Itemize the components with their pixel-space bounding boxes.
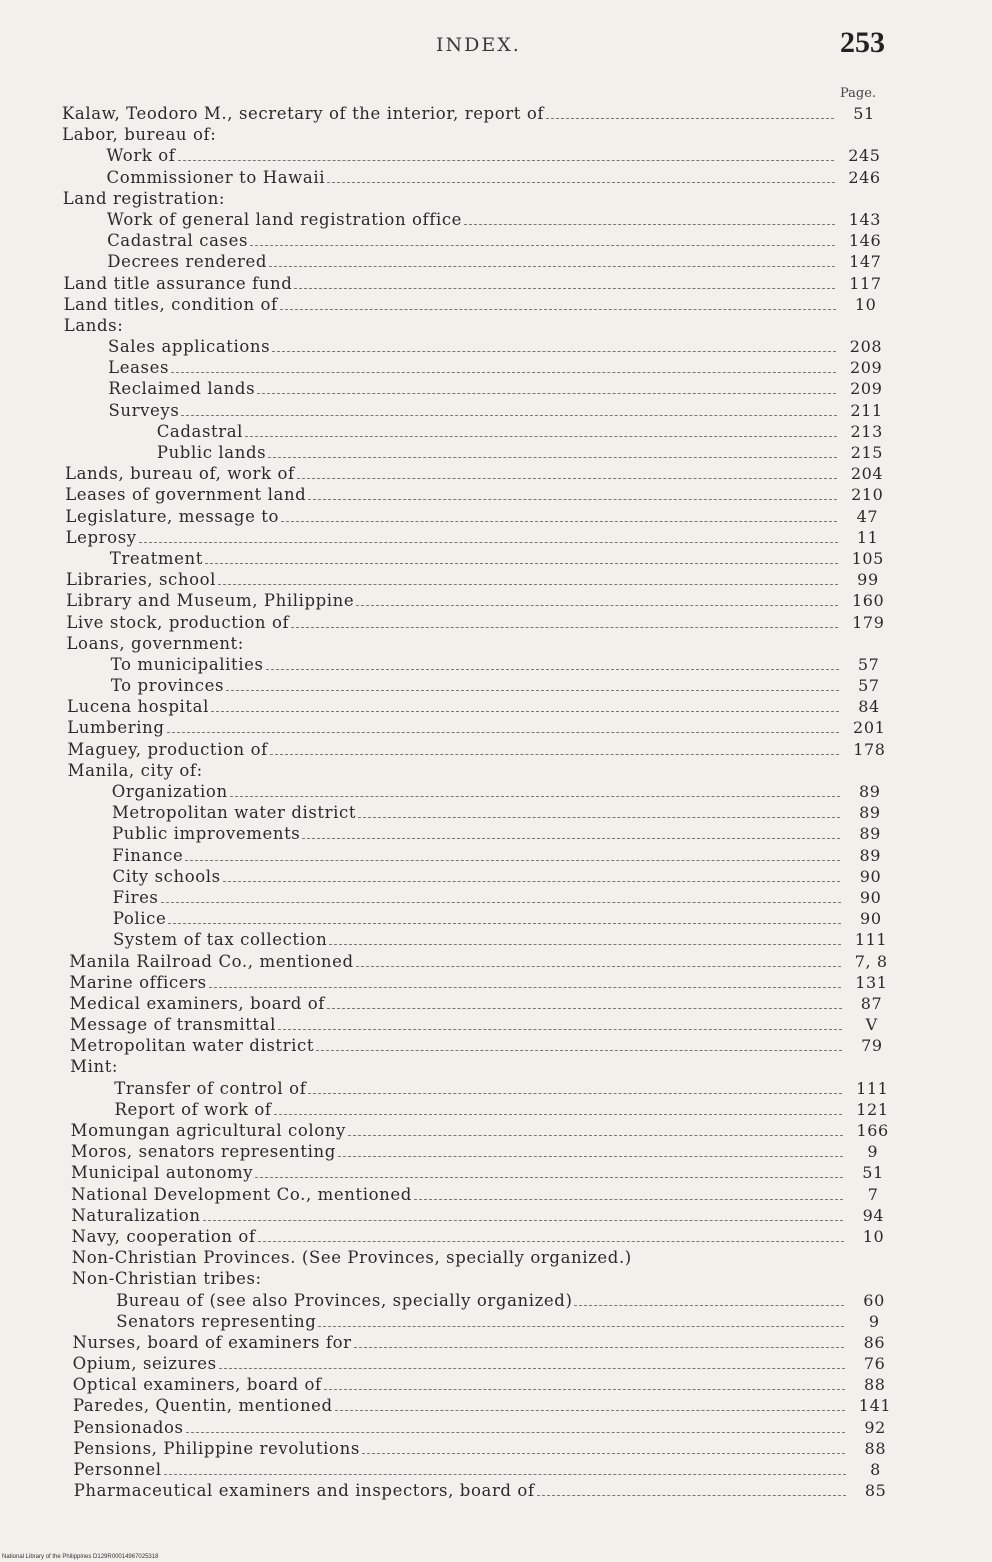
dot-leader [250, 244, 835, 246]
index-entry-page: 111 [856, 1078, 889, 1098]
index-entry-text: Momungan agricultural colony [70, 1121, 346, 1140]
index-entry [0, 1099, 896, 1120]
dot-leader [356, 965, 842, 967]
dot-leader [164, 1473, 846, 1475]
index-entry [0, 717, 893, 738]
dot-leader [120, 1071, 842, 1072]
index-entry-page: 94 [862, 1205, 885, 1225]
dot-leader [264, 1283, 844, 1284]
index-entry-text: Pensions, Philippine revolutions [73, 1438, 360, 1458]
index-entry-text: Navy, cooperation of [71, 1226, 256, 1246]
index-entry [0, 1480, 900, 1501]
index-entry-text: Nurses, board of examiners for [72, 1332, 352, 1352]
dot-leader [308, 1092, 842, 1094]
dot-leader [316, 1049, 842, 1051]
index-entry-text: National Development Co., mentioned [71, 1184, 412, 1204]
index-entry [0, 929, 895, 950]
index-entry-text: Loans, government: [66, 633, 244, 653]
index-entry [0, 760, 894, 781]
dot-leader [230, 795, 840, 797]
index-entry-page: 10 [862, 1226, 885, 1246]
dot-leader [348, 1134, 843, 1136]
index-entry [0, 1268, 898, 1289]
index-entry-page: 204 [850, 464, 884, 484]
dot-leader [218, 583, 838, 585]
dot-leader [574, 1304, 844, 1306]
index-entry-text: Metropolitan water district [111, 803, 357, 823]
dot-leader [125, 330, 835, 331]
index-entry-text: Treatment [109, 548, 203, 568]
index-entry-page: 87 [860, 993, 883, 1013]
index-entry-page: 8 [870, 1460, 881, 1479]
page-number: 253 [840, 26, 885, 59]
index-entry [0, 951, 895, 972]
index-entry-page: 89 [859, 824, 881, 844]
index-entry [0, 273, 889, 294]
dot-leader [171, 371, 836, 373]
dot-leader [178, 159, 835, 161]
index-entry [0, 781, 894, 802]
index-entry-text: Manila Railroad Co., mentioned [69, 951, 354, 971]
dot-leader [205, 775, 840, 776]
index-entry-text: Senators representing [116, 1311, 317, 1331]
dot-leader [203, 1219, 844, 1221]
index-entry-page: 7, 8 [854, 951, 888, 971]
index-entry-page: 210 [851, 485, 884, 505]
index-entry-text: Cadastral cases [107, 231, 249, 251]
dot-leader [227, 203, 835, 204]
index-entry-text: Moros, senators representing [70, 1142, 336, 1162]
index-entry [0, 484, 891, 505]
index-entry-text: Lucena hospital [67, 697, 209, 717]
index-entry [0, 887, 895, 908]
index-entry-page: 57 [857, 654, 880, 674]
index-entry-text: Medical examiners, board of [69, 993, 325, 1013]
index-entry-page: 60 [863, 1290, 885, 1310]
index-entry-text: Paredes, Quentin, mentioned [72, 1396, 333, 1416]
index-entry-text: Public improvements [112, 824, 301, 844]
index-entry-page: 11 [856, 527, 879, 547]
dot-leader [181, 414, 836, 416]
dot-leader [211, 710, 839, 712]
index-entry-text: Bureau of (see also Provinces, specially organized) [116, 1290, 573, 1310]
dot-leader [329, 943, 841, 945]
index-entry-page: 105 [851, 548, 884, 568]
dot-leader [167, 731, 840, 733]
index-entry-text: Metropolitan water district [69, 1036, 315, 1056]
index-entry-page: 111 [854, 930, 888, 950]
index-entry [0, 612, 892, 633]
dot-leader [324, 1388, 845, 1390]
index-entry-page: 209 [850, 379, 883, 399]
index-entry [0, 527, 892, 548]
index-entry-page: 90 [859, 887, 882, 907]
index-entry-page: 178 [853, 739, 886, 759]
dot-leader [546, 117, 834, 119]
index-entry-text: Leprosy [65, 527, 137, 547]
index-entry [0, 188, 889, 209]
index-entry [0, 1014, 896, 1035]
index-entry-text: Land registration: [62, 188, 226, 208]
dot-leader [186, 1431, 846, 1433]
index-entry [0, 1353, 899, 1374]
index-entry-page: 10 [854, 294, 877, 314]
index-entry-page: 179 [852, 612, 885, 632]
index-entry-page: 209 [849, 358, 883, 378]
index-entry-text: Non-Christian tribes: [71, 1269, 262, 1289]
index-entry-page: 51 [862, 1163, 884, 1183]
dot-leader [270, 753, 840, 755]
index-entry-page: 89 [859, 845, 882, 865]
dot-leader [205, 562, 838, 564]
index-entry-list [0, 103, 992, 1501]
index-entry-text: Reclaimed lands [108, 379, 256, 399]
index-entry-page: 51 [853, 104, 875, 123]
dot-leader [168, 922, 840, 924]
index-entry-text: Work of general land registration office [106, 209, 463, 229]
dot-leader [161, 901, 841, 903]
dot-leader [269, 265, 835, 267]
index-entry-text: Kalaw, Teodoro M., secretary of the interior, report of [62, 104, 545, 123]
index-entry-page: 86 [863, 1332, 886, 1352]
index-entry-text: Police [112, 909, 167, 929]
dot-leader [245, 435, 837, 437]
index-entry-page: 201 [853, 718, 886, 738]
index-entry-page: 79 [861, 1036, 883, 1056]
dot-leader [185, 859, 840, 861]
index-entry [0, 251, 889, 272]
index-entry-page: 7 [867, 1184, 879, 1204]
index-entry-text: Message of transmittal [69, 1015, 276, 1035]
index-entry [0, 866, 894, 887]
index-entry-text: Surveys [108, 400, 180, 420]
index-entry [0, 442, 891, 463]
index-entry [0, 823, 894, 844]
index-entry-page: 141 [858, 1396, 892, 1416]
dot-leader [335, 1409, 845, 1411]
index-entry [0, 145, 888, 166]
index-entry-text: To provinces [110, 676, 225, 696]
index-entry-text: Naturalization [71, 1205, 201, 1225]
index-entry [0, 739, 893, 760]
index-entry-text: Sales applications [107, 337, 271, 357]
index-entry [0, 336, 890, 357]
index-entry [0, 654, 893, 675]
index-entry-page: 9 [867, 1142, 879, 1162]
index-entry [0, 1374, 899, 1395]
index-entry-page: 88 [864, 1438, 887, 1458]
index-entry [0, 590, 892, 611]
index-entry [0, 1290, 898, 1311]
dot-leader [634, 1262, 844, 1263]
index-entry [0, 802, 894, 823]
index-entry [0, 294, 890, 315]
dot-leader [302, 837, 840, 839]
dot-leader [294, 287, 835, 289]
index-entry [0, 1162, 897, 1183]
index-entry [0, 1141, 897, 1162]
running-head-title: INDEX. [436, 34, 521, 56]
dot-leader [318, 1325, 844, 1327]
index-entry-page: 208 [849, 337, 883, 357]
index-entry-text: Maguey, production of [67, 739, 268, 759]
index-entry [0, 1247, 898, 1268]
index-entry [0, 972, 895, 993]
index-entry-text: Decrees rendered [107, 252, 268, 272]
index-entry [0, 1035, 896, 1056]
index-entry-text: Municipal autonomy [71, 1163, 254, 1183]
index-entry-text: Public lands [156, 443, 267, 462]
index-entry [0, 1332, 898, 1353]
index-entry-page: 147 [849, 252, 882, 272]
dot-leader [356, 604, 838, 606]
dot-leader [464, 223, 835, 225]
index-entry-text: Lands, bureau of, work of [65, 464, 295, 484]
index-entry-text: Labor, bureau of: [62, 125, 217, 145]
index-entry-text: Finance [112, 845, 184, 865]
index-entry-page: 90 [859, 866, 882, 886]
index-entry [0, 696, 893, 717]
index-entry [0, 569, 892, 590]
index-entry [0, 1417, 899, 1438]
dot-leader [219, 1367, 845, 1369]
dot-leader [139, 541, 838, 543]
index-entry [0, 1056, 896, 1077]
index-entry [0, 1226, 898, 1247]
index-entry-text: To municipalities [110, 654, 264, 674]
dot-leader [246, 648, 839, 649]
index-entry [0, 209, 889, 230]
dot-leader [327, 181, 834, 183]
dot-leader [297, 477, 837, 479]
index-entry-page: 85 [864, 1481, 887, 1501]
index-entry-text: Opium, seizures [72, 1354, 217, 1374]
index-entry-text: Commissioner to Hawaii [106, 167, 326, 187]
dot-leader [338, 1155, 843, 1157]
index-entry-text: Cadastral [156, 421, 244, 441]
index-entry-page: 9 [868, 1311, 880, 1331]
index-entry-page: 99 [857, 570, 879, 590]
index-entry-text: Library and Museum, Philippine [66, 591, 355, 611]
index-entry-text: Organization [111, 782, 228, 801]
dot-leader [266, 668, 839, 670]
dot-leader [268, 456, 837, 458]
dot-leader [226, 689, 839, 691]
dot-leader [218, 139, 834, 140]
index-entry-text: Lands: [63, 315, 124, 335]
library-credit: National Library of the Philippines D129R00014967025318 [2, 1554, 159, 1560]
index-entry-text: Lumbering [67, 718, 165, 738]
dot-leader [291, 626, 838, 628]
index-entry-text: Transfer of control of [114, 1078, 307, 1098]
index-entry [0, 230, 889, 251]
index-entry-page: 211 [850, 400, 883, 420]
index-entry-text: Report of work of [114, 1099, 272, 1119]
index-entry-page: 246 [848, 167, 881, 187]
dot-leader [274, 1113, 843, 1115]
index-entry-page: 88 [864, 1375, 886, 1395]
index-entry-page: 57 [858, 676, 880, 696]
index-entry-page: 166 [856, 1121, 889, 1140]
index-entry [0, 1438, 899, 1459]
index-entry-text: Leases [108, 358, 170, 378]
dot-leader [258, 1240, 844, 1242]
index-entry-page: 160 [851, 591, 885, 611]
index-entry-page: 131 [855, 972, 888, 992]
index-entry-page: 47 [856, 506, 879, 526]
dot-leader [209, 986, 842, 988]
dot-leader [272, 350, 836, 352]
index-entry-page: 121 [856, 1099, 889, 1119]
index-entry-text: Non-Christian Provinces. (See Provinces, specially organized.) [71, 1248, 632, 1268]
index-entry [0, 1459, 900, 1480]
index-entry [0, 675, 893, 696]
page-column-label: Page. [840, 86, 877, 101]
index-entry [0, 463, 891, 484]
index-entry-text: Personnel [73, 1460, 162, 1479]
dot-leader [280, 308, 836, 310]
index-entry-page: 84 [858, 697, 880, 717]
index-entry [0, 421, 891, 442]
dot-leader [537, 1494, 846, 1496]
index-entry-text: Marine officers [69, 972, 207, 992]
index-entry-text: Pharmaceutical examiners and inspectors, board of [73, 1481, 535, 1501]
index-entry-text: Pensionados [73, 1417, 184, 1437]
index-entry [0, 378, 890, 399]
index-entry-text: City schools [112, 866, 221, 886]
index-entry [0, 506, 891, 527]
index-entry [0, 845, 894, 866]
index-entry-text: Live stock, production of [66, 612, 290, 632]
index-entry-page: 143 [848, 209, 882, 229]
index-entry-page: 213 [850, 421, 883, 441]
index-entry-text: Mint: [70, 1057, 119, 1077]
dot-leader [327, 1007, 842, 1009]
dot-leader [257, 392, 836, 394]
index-entry-page: V [865, 1015, 878, 1035]
index-entry-text: Libraries, school [65, 570, 217, 590]
index-entry-text: System of tax collection [113, 930, 328, 950]
index-entry-page: 76 [863, 1354, 886, 1374]
index-entry-page: 92 [864, 1417, 886, 1437]
index-entry-page: 117 [849, 273, 882, 293]
index-entry-text: Fires [112, 887, 159, 907]
index-entry-text: Work of [106, 146, 176, 166]
index-entry [0, 633, 893, 654]
index-entry [0, 1120, 897, 1141]
index-entry-page: 215 [850, 443, 884, 462]
index-entry-text: Optical examiners, board of [72, 1375, 322, 1395]
index-entry-page: 146 [848, 231, 882, 251]
dot-leader [308, 498, 837, 500]
index-entry [0, 400, 891, 421]
index-entry-page: 245 [848, 146, 881, 166]
index-entry-page: 89 [858, 782, 881, 801]
index-entry [0, 1395, 899, 1416]
index-entry-page: 89 [859, 803, 881, 823]
index-entry [0, 124, 888, 145]
index-entry [0, 167, 889, 188]
dot-leader [354, 1346, 845, 1348]
index-entry [0, 1184, 897, 1205]
index-entry-text: Legislature, message to [65, 506, 280, 526]
index-entry [0, 1205, 897, 1226]
index-entry-text: Land titles, condition of [63, 294, 278, 314]
dot-leader [278, 1028, 842, 1030]
index-entry-text: Land title assurance fund [63, 273, 293, 293]
dot-leader [281, 520, 837, 522]
dot-leader [223, 880, 841, 882]
dot-leader [362, 1452, 845, 1454]
dot-leader [414, 1198, 843, 1200]
index-entry [0, 993, 896, 1014]
index-entry [0, 357, 890, 378]
index-entry [0, 315, 890, 336]
index-entry [0, 548, 892, 569]
index-entry [0, 103, 888, 124]
index-entry [0, 908, 895, 929]
index-entry-text: Manila, city of: [67, 760, 203, 780]
index-entry-text: Leases of government land [65, 485, 307, 505]
dot-leader [255, 1176, 843, 1178]
index-entry-page: 90 [860, 909, 882, 929]
index-entry [0, 1078, 896, 1099]
index-entry [0, 1311, 898, 1332]
dot-leader [358, 816, 840, 818]
